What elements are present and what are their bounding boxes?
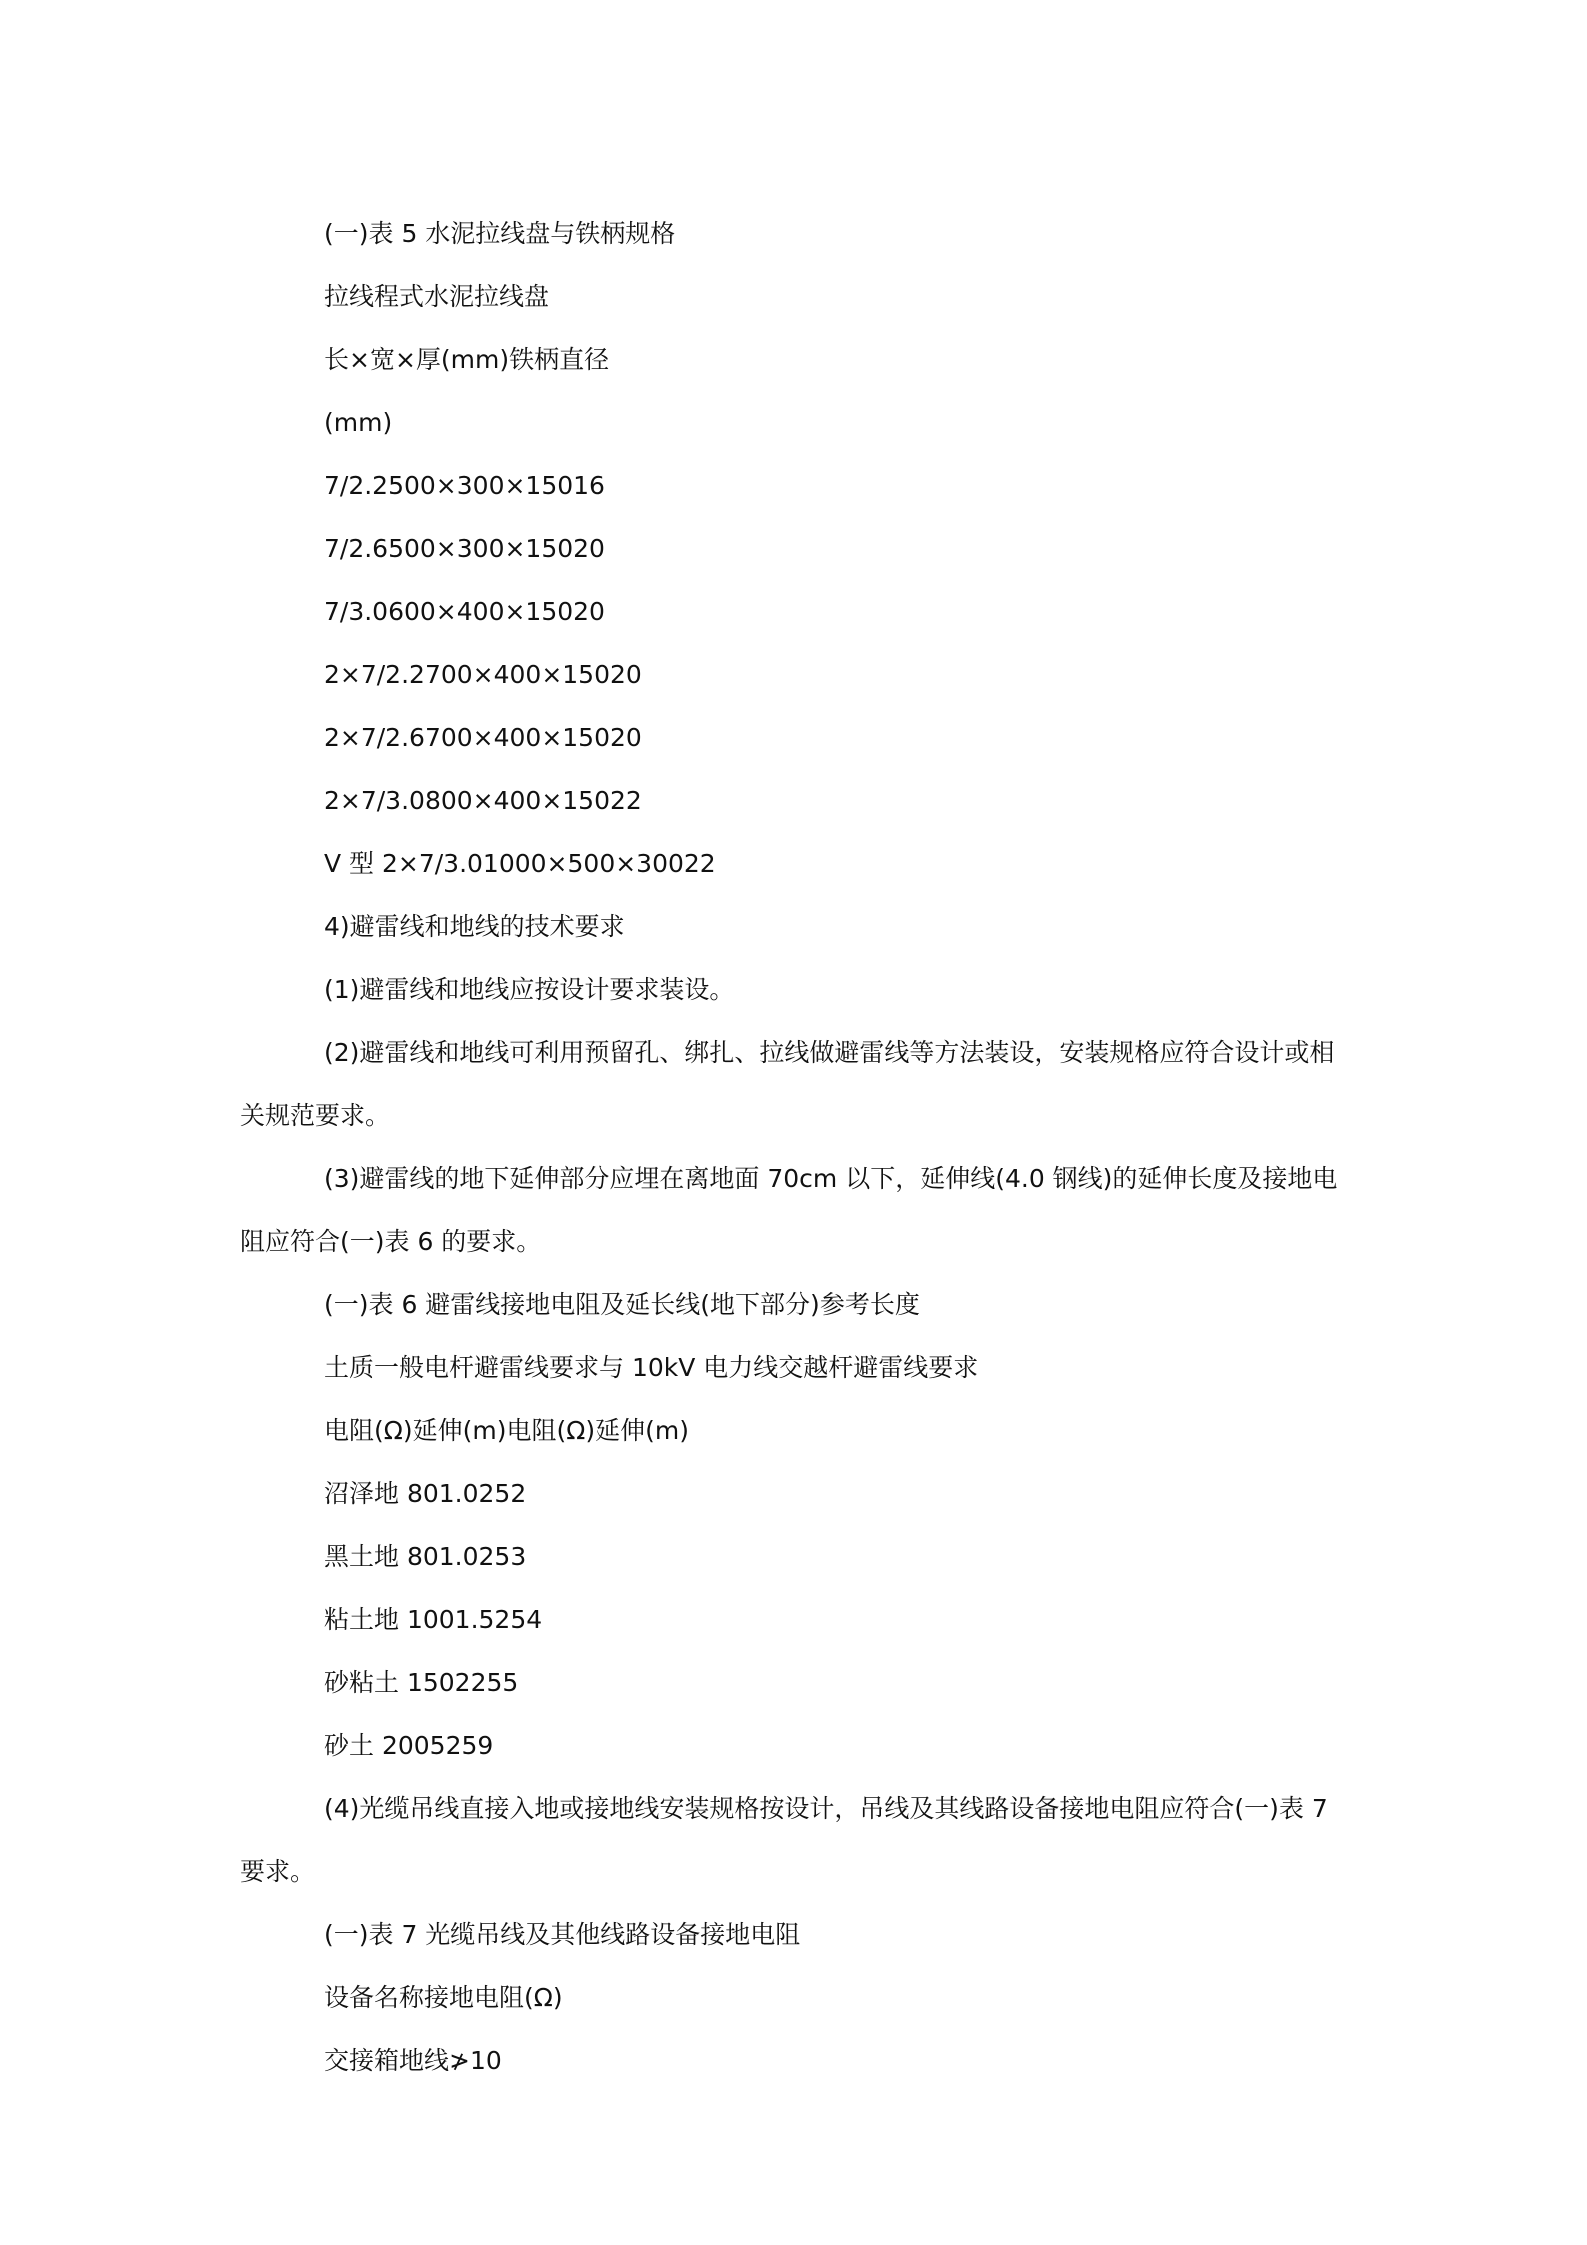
table6-row: 砂粘土 1502255: [324, 1668, 519, 1697]
table5-row: V 型 2×7/3.01000×500×30022: [324, 849, 716, 878]
table5-header-1: 拉线程式水泥拉线盘: [324, 282, 550, 311]
table7-row: 交接箱地线≯10: [324, 2046, 502, 2075]
requirement-3: (3)避雷线的地下延伸部分应埋在离地面 70cm 以下，延伸线(4.0 钢线)的延伸长度及接地电阻应符合(一)表 6 的要求。: [240, 1164, 1338, 1256]
table5-row: 2×7/2.2700×400×15020: [324, 660, 642, 689]
table5-row: 7/2.2500×300×15016: [324, 471, 605, 500]
table5-row: 2×7/3.0800×400×15022: [324, 786, 642, 815]
table6-row: 砂土 2005259: [324, 1731, 494, 1760]
table5-row: 7/3.0600×400×15020: [324, 597, 605, 626]
requirement-4: (4)光缆吊线直接入地或接地线安装规格按设计，吊线及其线路设备接地电阻应符合(一)表 7 要求。: [240, 1794, 1328, 1886]
table5-title: (一)表 5 水泥拉线盘与铁柄规格: [324, 219, 676, 248]
table7-header: 设备名称接地电阻(Ω): [324, 1983, 563, 2012]
table6-row: 沼泽地 801.0252: [324, 1479, 527, 1508]
table6-row: 粘土地 1001.5254: [324, 1605, 543, 1634]
document-body: [240, 202, 1350, 2092]
table7-title: (一)表 7 光缆吊线及其他线路设备接地电阻: [324, 1920, 801, 1949]
requirement-2: (2)避雷线和地线可利用预留孔、绑扎、拉线做避雷线等方法装设，安装规格应符合设计或相关规范要求。: [240, 1038, 1335, 1130]
table5-row: 2×7/2.6700×400×15020: [324, 723, 642, 752]
table6-header-1: 土质一般电杆避雷线要求与 10kV 电力线交越杆避雷线要求: [324, 1353, 979, 1382]
section-heading: 4)避雷线和地线的技术要求: [324, 912, 625, 941]
table5-header-3: (mm): [324, 408, 393, 437]
table6-row: 黑土地 801.0253: [324, 1542, 527, 1571]
table6-header-2: 电阻(Ω)延伸(m)电阻(Ω)延伸(m): [324, 1416, 689, 1445]
table5-header-2: 长×宽×厚(mm)铁柄直径: [324, 345, 610, 374]
table6-title: (一)表 6 避雷线接地电阻及延长线(地下部分)参考长度: [324, 1290, 920, 1319]
table5-row: 7/2.6500×300×15020: [324, 534, 605, 563]
requirement-1: (1)避雷线和地线应按设计要求装设。: [324, 975, 735, 1004]
